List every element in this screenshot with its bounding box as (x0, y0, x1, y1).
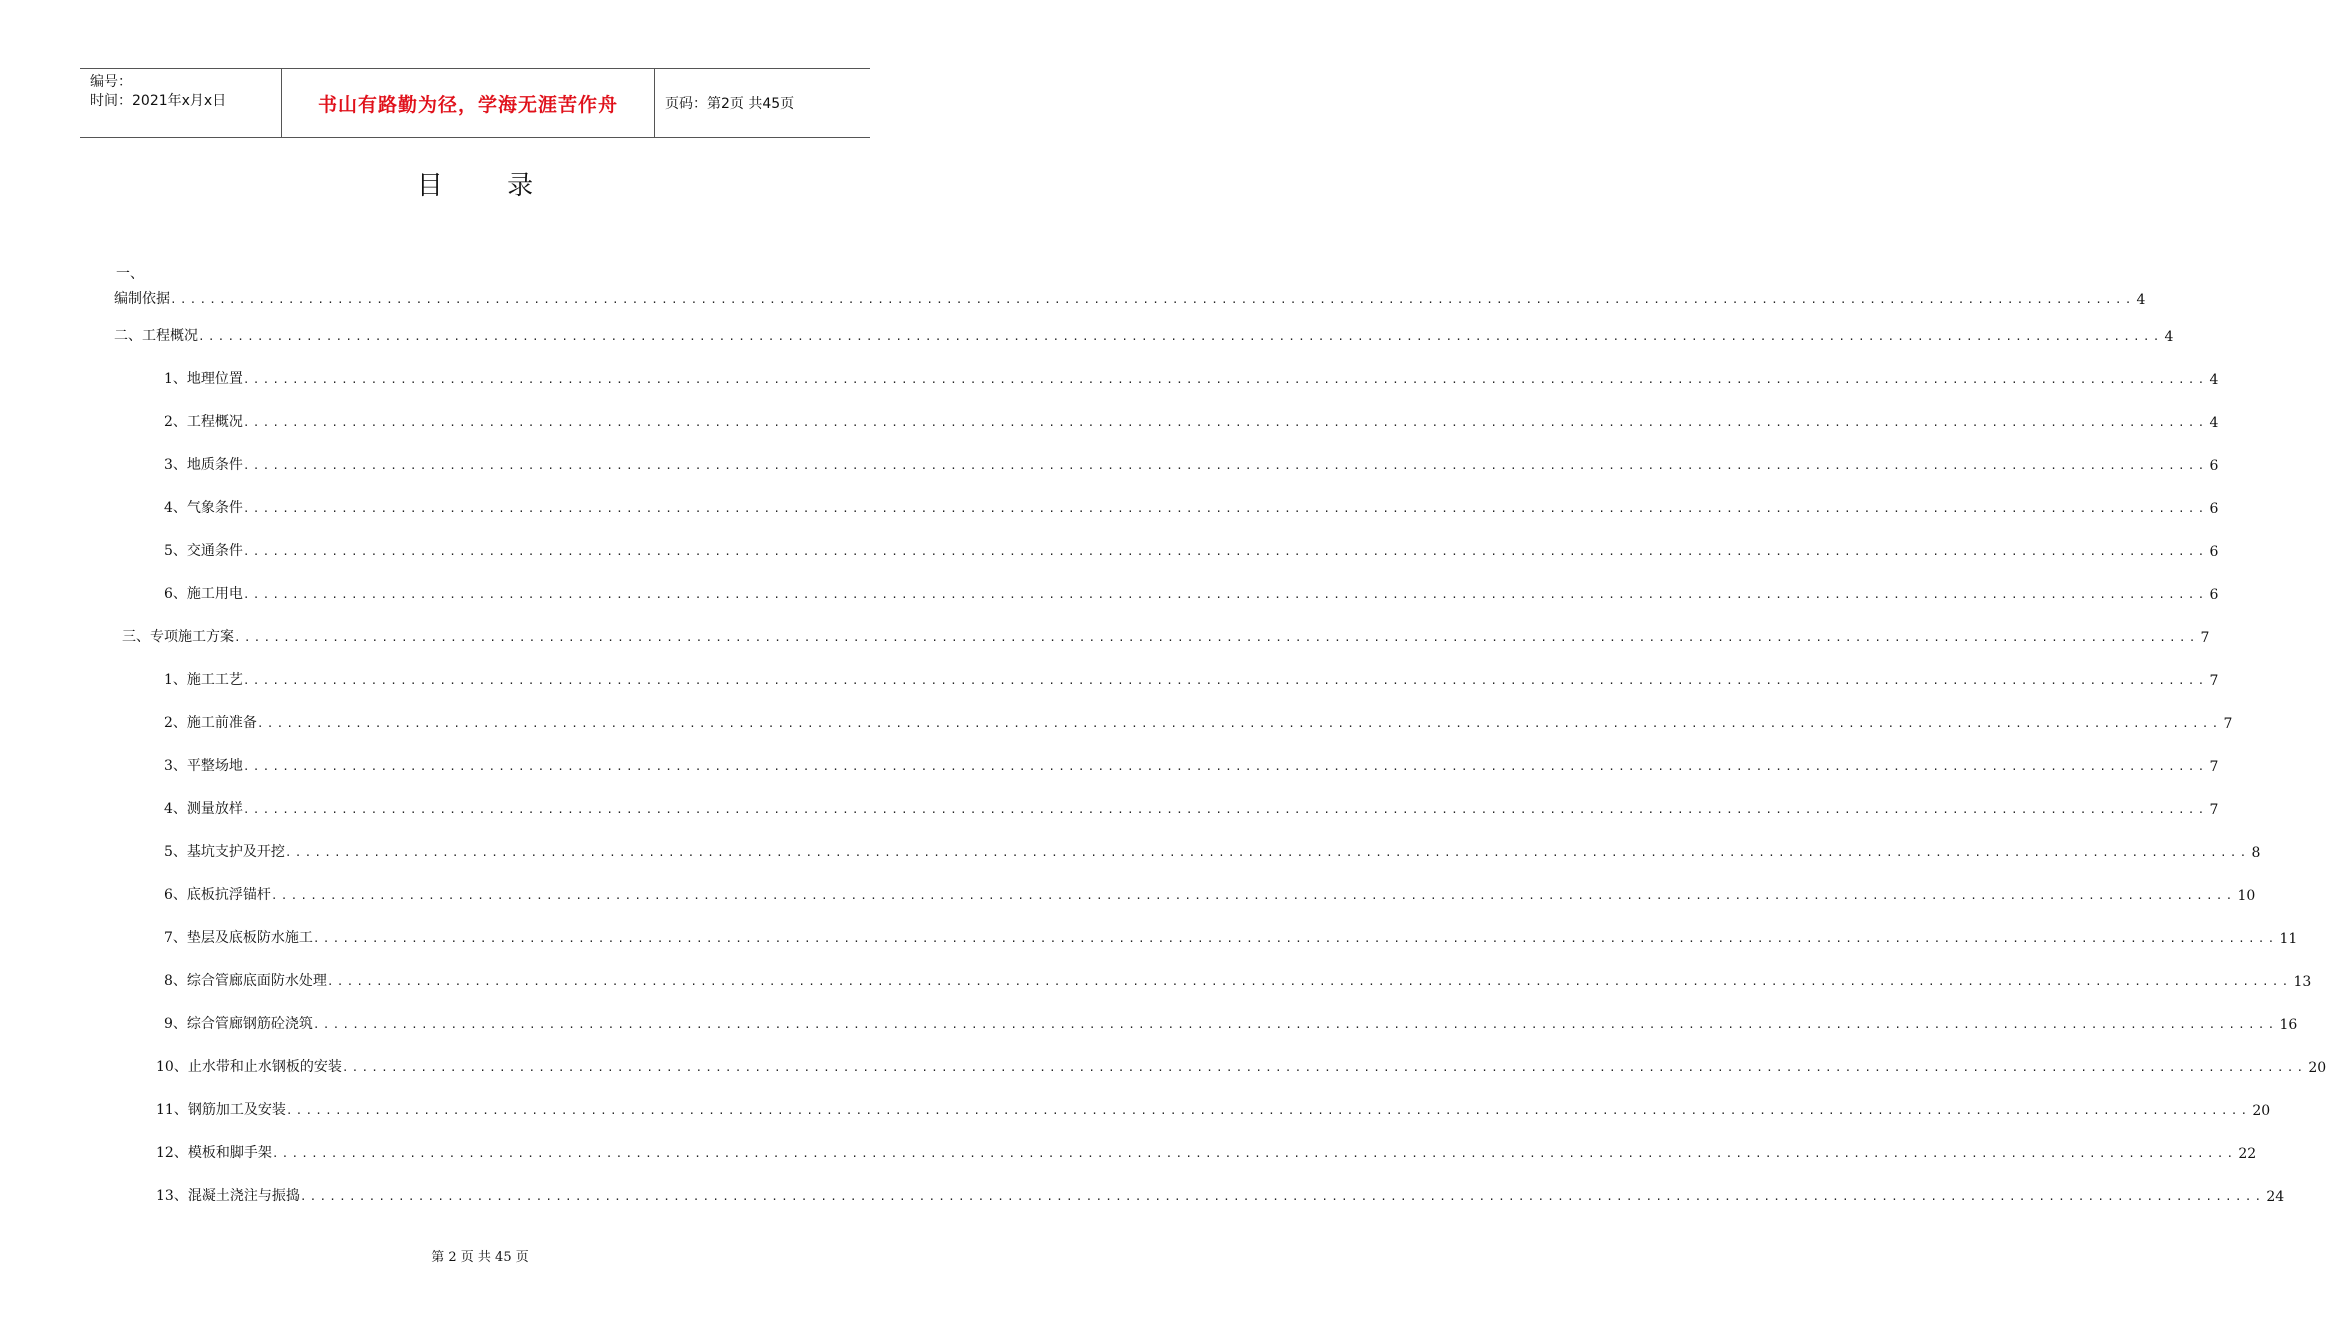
toc-entry-page: 11 (2279, 931, 2298, 947)
toc-entry-title: 1、施工工艺 (164, 672, 243, 688)
toc-entry-title: 三、专项施工方案 (122, 629, 234, 645)
header-motto: 书山有路勤为径，学海无涯苦作舟 (281, 69, 655, 137)
toc-leader-dots: ........................................................................................................................................................................................................ (312, 932, 2278, 945)
toc-leader-dots: ........................................................................................................................................................................................................ (284, 846, 2250, 859)
toc-entry-page: 8 (2251, 845, 2261, 861)
toc-entry-title: 9、综合管廊钢筋砼浇筑 (164, 1016, 313, 1032)
toc-entry-title: 4、气象条件 (164, 500, 243, 516)
toc-entry-page: 20 (2308, 1060, 2326, 1076)
toc-entry (164, 452, 2219, 474)
page-title: 目 录 (416, 171, 562, 201)
toc-entry-page: 10 (2237, 888, 2256, 904)
toc-entry (156, 1140, 2257, 1162)
toc-leader-dots: ........................................................................................................................................................................................................ (341, 1061, 2307, 1074)
toc-leader-dots: ........................................................................................................................................................................................................ (242, 373, 2208, 386)
toc-entry-page: 6 (2209, 501, 2219, 517)
toc-entry-title: 编制依据 (114, 291, 170, 307)
toc-entry-page: 6 (2209, 458, 2219, 474)
document-date: 时间：2021年x月x日 (90, 93, 227, 109)
toc-entry (164, 495, 2219, 517)
toc-entry-title: 10、止水带和止水钢板的安装 (156, 1059, 342, 1075)
toc-entry-title: 7、垫层及底板防水施工 (164, 930, 313, 946)
toc-entry-page: 24 (2266, 1189, 2285, 1205)
toc-entry-title: 13、混凝土浇注与振捣 (156, 1188, 300, 1204)
toc-entry-title: 8、综合管廊底面防水处理 (164, 973, 327, 989)
toc-entry-page: 6 (2209, 587, 2219, 603)
toc-leader-dots: ........................................................................................................................................................................................................ (299, 1190, 2265, 1203)
toc-leader-dots: ........................................................................................................................................................................................................ (326, 975, 2292, 988)
toc-entry-page: 4 (2164, 329, 2174, 345)
toc-leader-dots: ........................................................................................................................................................................................................ (285, 1104, 2251, 1117)
toc-entry (114, 286, 2146, 308)
toc-leader-dots: ........................................................................................................................................................................................................ (242, 760, 2208, 773)
toc-entry-title: 6、底板抗浮锚杆 (164, 887, 271, 903)
toc-entry (156, 1097, 2271, 1119)
toc-entry-title: 5、基坑支护及开挖 (164, 844, 285, 860)
page-footer: 第 2 页 共 45 页 (431, 1250, 529, 1265)
toc-leader-dots: ........................................................................................................................................................................................................ (234, 631, 2199, 644)
toc-leader-dots: ........................................................................................................................................................................................................ (198, 330, 2163, 343)
toc-leader-dots: ........................................................................................................................................................................................................ (242, 502, 2208, 515)
toc-entry-page: 16 (2279, 1017, 2298, 1033)
document-number-label: 编号： (90, 74, 132, 90)
toc-leader-dots: ........................................................................................................................................................................................................ (256, 717, 2222, 730)
toc-entry-title: 二、工程概况 (114, 328, 198, 344)
toc-entry (164, 925, 2298, 947)
toc-entry-page: 7 (2209, 673, 2219, 689)
toc-leader-dots: ........................................................................................................................................................................................................ (170, 293, 2135, 306)
toc-entry-title: 5、交通条件 (164, 543, 243, 559)
toc-entry-title: 2、工程概况 (164, 414, 243, 430)
toc-leader-dots: ........................................................................................................................................................................................................ (242, 674, 2208, 687)
toc-entry (164, 409, 2219, 431)
toc-entry (164, 667, 2219, 689)
toc-entry-page: 6 (2209, 544, 2219, 560)
toc-entry-title: 2、施工前准备 (164, 715, 257, 731)
toc-entry (164, 710, 2233, 732)
toc-entry-page: 22 (2238, 1146, 2257, 1162)
toc-entry-title: 6、施工用电 (164, 586, 243, 602)
toc-entry (164, 1011, 2298, 1033)
toc-leader-dots: ........................................................................................................................................................................................................ (242, 588, 2208, 601)
toc-entry-page: 4 (2209, 415, 2219, 431)
toc-entry-page: 13 (2293, 974, 2312, 990)
toc-leader-dots: ........................................................................................................................................................................................................ (242, 803, 2208, 816)
toc-entry-title: 12、模板和脚手架 (156, 1145, 272, 1161)
toc-entry-page: 4 (2136, 292, 2146, 308)
toc-leader-dots: ........................................................................................................................................................................................................ (271, 1147, 2237, 1160)
toc-entry (164, 839, 2261, 861)
toc-entry (122, 624, 2210, 646)
header-page-info: 页码：第2页 共45页 (665, 96, 795, 112)
toc-leader-dots: ........................................................................................................................................................................................................ (242, 459, 2208, 472)
toc-entry-page: 4 (2209, 372, 2219, 388)
toc-entry-page: 7 (2200, 630, 2210, 646)
toc-entry-title: 3、平整场地 (164, 758, 243, 774)
toc-entry-title: 4、测量放样 (164, 801, 243, 817)
toc-entry-title: 11、钢筋加工及安装 (156, 1102, 286, 1118)
toc-leader-dots: ........................................................................................................................................................................................................ (242, 416, 2208, 429)
toc-entry (164, 882, 2256, 904)
toc-entry-page: 7 (2209, 802, 2219, 818)
toc-entry (114, 323, 2174, 345)
toc-entry-title: 3、地质条件 (164, 457, 243, 473)
toc-entry (164, 581, 2219, 603)
toc-entry-page: 7 (2209, 759, 2219, 775)
toc-entry-page: 7 (2223, 716, 2233, 732)
toc-entry (156, 1054, 2326, 1076)
toc-entry-title: 1、地理位置 (164, 371, 243, 387)
toc-leader-dots: ........................................................................................................................................................................................................ (242, 545, 2208, 558)
toc-entry (164, 753, 2219, 775)
toc-entry (164, 366, 2219, 388)
toc-entry-page: 20 (2252, 1103, 2271, 1119)
toc-entry (156, 1183, 2285, 1205)
toc-leader-dots: ........................................................................................................................................................................................................ (312, 1018, 2278, 1031)
toc-entry (164, 538, 2219, 560)
toc-entry (164, 796, 2219, 818)
toc-section-one-prefix: 一、 (116, 266, 144, 282)
toc-entry (164, 968, 2312, 990)
toc-leader-dots: ........................................................................................................................................................................................................ (270, 889, 2236, 902)
